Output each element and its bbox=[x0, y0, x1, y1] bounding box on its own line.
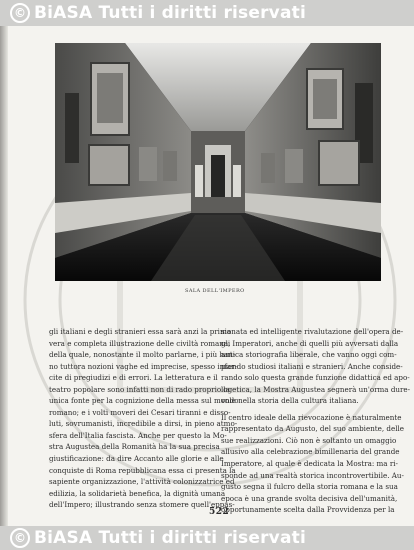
article-column-left bbox=[49, 326, 239, 511]
text-line: edilizia, la solidarietà benefica, la dignità umana bbox=[49, 488, 226, 498]
text-line: stra Augustea della Romanità ha la sua precisa bbox=[49, 442, 220, 452]
text-line: romano; e i volti moveri dei Cesari tiranni e disso- bbox=[49, 407, 231, 417]
text-line: epoca è una grande svolta decisiva dell'umanità, bbox=[221, 493, 398, 503]
text-line: rando solo questa grande funzione didattica ed apo- bbox=[221, 373, 410, 383]
article-column-right bbox=[221, 326, 411, 516]
copyright-icon: © bbox=[10, 528, 30, 548]
page-edge bbox=[0, 26, 8, 526]
text-line: rappresentato da Augusto, del suo ambiente, delle bbox=[221, 424, 405, 434]
text-line: piendo studiosi italiani e stranieri. Anche conside- bbox=[221, 361, 403, 371]
text-line: Imperatore, al quale è dedicata la Mostra: ma ri- bbox=[221, 459, 398, 469]
text-line: sapiente organizzazione, l'attività colonizzatrice ed bbox=[49, 477, 235, 487]
text-line: cite di pregiudizi e di errori. La letteratura e il bbox=[49, 373, 218, 383]
text-line: antica storiografia liberale, che vanno oggi com- bbox=[221, 350, 397, 360]
text-line: opportunamente scelta dalla Provvidenza per la bbox=[221, 505, 395, 515]
text-line: gusto segna il fulcro della storia romana e la sua bbox=[221, 482, 398, 492]
watermark-text-top: BiASA Tutti i diritti riservati bbox=[34, 3, 306, 23]
text-line: unica fonte per la cognizione della messa sul mondo bbox=[49, 396, 239, 406]
text-line: sfera dell'Italia fascista. Anche per questo la Mo- bbox=[49, 430, 227, 440]
text-line: vole nella storia della cultura italiana. bbox=[221, 396, 359, 406]
text-line: allusivo alla celebrazione bimillenaria del grande bbox=[221, 447, 400, 457]
text-line: giustificazione: da dire Accanto alle glorie e alle bbox=[49, 454, 224, 464]
text-line: sue realizzazioni. Ciò non è soltanto un omaggio bbox=[221, 435, 397, 445]
text-line: della quale, nonostante il molto parlarne, i più han- bbox=[49, 350, 236, 360]
text-line: gli italiani e degli stranieri essa sarà anzi la prima bbox=[49, 327, 231, 336]
page-number: 522 bbox=[209, 507, 230, 517]
copyright-icon: © bbox=[10, 3, 30, 23]
text-line: sionata ed intelligente rivalutazione dell'opera de- bbox=[221, 327, 404, 336]
text-line: luti, sovrumanisti, incredibile a dirsi, in pieno atmo- bbox=[49, 419, 238, 429]
text-line: sponde ad una realtà storica incontrovertibile. Au- bbox=[221, 470, 404, 480]
watermark-text-bottom: BiASA Tutti i diritti riservati bbox=[34, 528, 306, 548]
text-line: vera e completa illustrazione delle civiltà romana, bbox=[49, 338, 231, 348]
text-line: logetica, la Mostra Augustea segnerà un'orma dure- bbox=[221, 384, 411, 394]
text-line: gli Imperatori, anche di quelli più avversati dalla bbox=[221, 338, 399, 348]
text-line: conquiste di Roma repubblicana essa ci presenta la bbox=[49, 465, 236, 475]
text-line: teatro popolare sono infatti non di rado proprio la bbox=[49, 384, 230, 394]
text-line: Il centro ideale della rievocazione è naturalmente bbox=[221, 412, 402, 422]
text-line: no tuttora nozioni vaghe ed imprecise, spesso infar- bbox=[49, 361, 237, 371]
text-line: dell'Impero; illustrando senza stomere quell'eppas- bbox=[49, 500, 235, 510]
photograph-hall-of-empire bbox=[55, 43, 381, 281]
figure-caption: SALA DELL'IMPERO bbox=[185, 288, 245, 294]
